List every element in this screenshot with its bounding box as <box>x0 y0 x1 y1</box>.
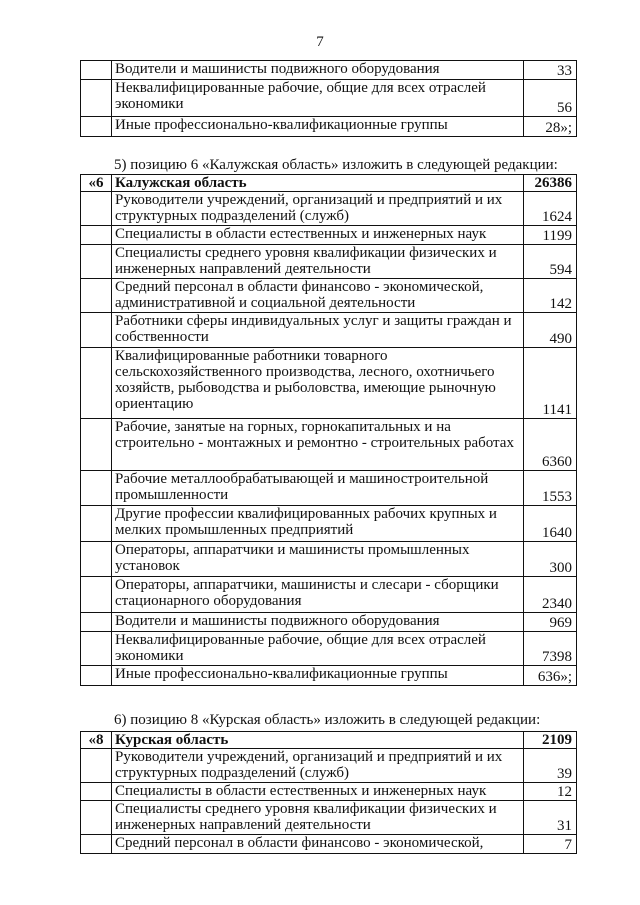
table-row <box>81 245 577 279</box>
row-value: 7 <box>524 835 577 854</box>
row-code: «8 <box>81 732 112 749</box>
table-row <box>81 279 577 313</box>
row-value: 33 <box>524 61 577 80</box>
section-6-intro: 6) позицию 8 «Курская область» изложить в следующей редакции: <box>114 712 541 728</box>
table-row <box>81 117 577 137</box>
table-row <box>81 506 577 542</box>
row-value: 636»; <box>524 666 577 686</box>
row-name: Руководители учреждений, организаций и предприятий и их структурных подразделений (служб) <box>112 192 524 226</box>
table-top <box>80 60 577 137</box>
row-value: 1199 <box>524 226 577 245</box>
table-row <box>81 632 577 666</box>
table-row <box>81 419 577 471</box>
row-name: Средний персонал в области финансово - экономической, административной и социальной деятельности <box>112 279 524 313</box>
table-row <box>81 577 577 613</box>
region-header-row <box>81 732 577 749</box>
row-code <box>81 226 112 245</box>
table-row <box>81 835 577 854</box>
row-value: 594 <box>524 245 577 279</box>
row-name: Операторы, аппаратчики и машинисты промышленных установок <box>112 542 524 577</box>
row-value: 31 <box>524 801 577 835</box>
table-row <box>81 783 577 801</box>
row-code <box>81 192 112 226</box>
row-name: Другие профессии квалифицированных рабочих крупных и мелких промышленных предприятий <box>112 506 524 542</box>
row-value: 969 <box>524 613 577 632</box>
row-code <box>81 835 112 854</box>
row-name: Специалисты среднего уровня квалификации физических и инженерных направлений деятельности <box>112 801 524 835</box>
table-row <box>81 749 577 783</box>
row-name: Калужская область <box>112 175 524 192</box>
row-name: Рабочие, занятые на горных, горнокапитальных и на строительно - монтажных и ремонтно - строительных работах <box>112 419 524 471</box>
row-value: 1624 <box>524 192 577 226</box>
row-code <box>81 80 112 117</box>
table-row <box>81 313 577 348</box>
row-code <box>81 666 112 686</box>
row-name: Неквалифицированные рабочие, общие для всех отраслей экономики <box>112 632 524 666</box>
row-value: 2109 <box>524 732 577 749</box>
table-row <box>81 666 577 686</box>
row-value: 2340 <box>524 577 577 613</box>
row-name: Курская область <box>112 732 524 749</box>
row-value: 6360 <box>524 419 577 471</box>
row-name: Работники сферы индивидуальных услуг и защиты граждан и собственности <box>112 313 524 348</box>
row-name: Специалисты в области естественных и инженерных наук <box>112 783 524 801</box>
table-row <box>81 348 577 419</box>
row-code <box>81 506 112 542</box>
row-value: 1640 <box>524 506 577 542</box>
row-code: «6 <box>81 175 112 192</box>
row-value: 39 <box>524 749 577 783</box>
table-kursk <box>80 731 577 854</box>
row-value: 56 <box>524 80 577 117</box>
row-value: 1553 <box>524 471 577 506</box>
table-row <box>81 613 577 632</box>
table-row <box>81 61 577 80</box>
row-code <box>81 542 112 577</box>
table-row <box>81 801 577 835</box>
row-code <box>81 61 112 80</box>
row-code <box>81 348 112 419</box>
row-code <box>81 245 112 279</box>
section-5-intro: 5) позицию 6 «Калужская область» изложить в следующей редакции: <box>114 157 558 173</box>
row-code <box>81 801 112 835</box>
row-code <box>81 613 112 632</box>
row-name: Рабочие металлообрабатывающей и машиностроительной промышленности <box>112 471 524 506</box>
row-name: Квалифицированные работники товарного сельскохозяйственного производства, лесного, охотничьего хозяйств, рыбоводства и рыболовства, имеющие рыночную ориентацию <box>112 348 524 419</box>
row-name: Водители и машинисты подвижного оборудования <box>112 613 524 632</box>
row-name: Руководители учреждений, организаций и предприятий и их структурных подразделений (служб) <box>112 749 524 783</box>
table-kaluga <box>80 174 577 686</box>
page-number: 7 <box>316 34 324 50</box>
row-name: Операторы, аппаратчики, машинисты и слесари - сборщики стационарного оборудования <box>112 577 524 613</box>
row-code <box>81 632 112 666</box>
row-name: Специалисты среднего уровня квалификации физических и инженерных направлений деятельности <box>112 245 524 279</box>
row-name: Иные профессионально-квалификационные группы <box>112 666 524 686</box>
row-value: 490 <box>524 313 577 348</box>
row-value: 26386 <box>524 175 577 192</box>
row-value: 1141 <box>524 348 577 419</box>
table-row <box>81 471 577 506</box>
table-row <box>81 80 577 117</box>
row-code <box>81 279 112 313</box>
row-value: 7398 <box>524 632 577 666</box>
table-row <box>81 542 577 577</box>
row-code <box>81 749 112 783</box>
row-name: Неквалифицированные рабочие, общие для всех отраслей экономики <box>112 80 524 117</box>
row-value: 142 <box>524 279 577 313</box>
row-value: 28»; <box>524 117 577 137</box>
table-row <box>81 192 577 226</box>
row-code <box>81 577 112 613</box>
row-name: Средний персонал в области финансово - экономической, <box>112 835 524 854</box>
row-value: 12 <box>524 783 577 801</box>
row-code <box>81 783 112 801</box>
row-code <box>81 313 112 348</box>
row-name: Специалисты в области естественных и инженерных наук <box>112 226 524 245</box>
region-header-row <box>81 175 577 192</box>
row-code <box>81 419 112 471</box>
row-value: 300 <box>524 542 577 577</box>
row-code <box>81 117 112 137</box>
row-code <box>81 471 112 506</box>
table-row <box>81 226 577 245</box>
row-name: Иные профессионально-квалификационные группы <box>112 117 524 137</box>
row-name: Водители и машинисты подвижного оборудования <box>112 61 524 80</box>
